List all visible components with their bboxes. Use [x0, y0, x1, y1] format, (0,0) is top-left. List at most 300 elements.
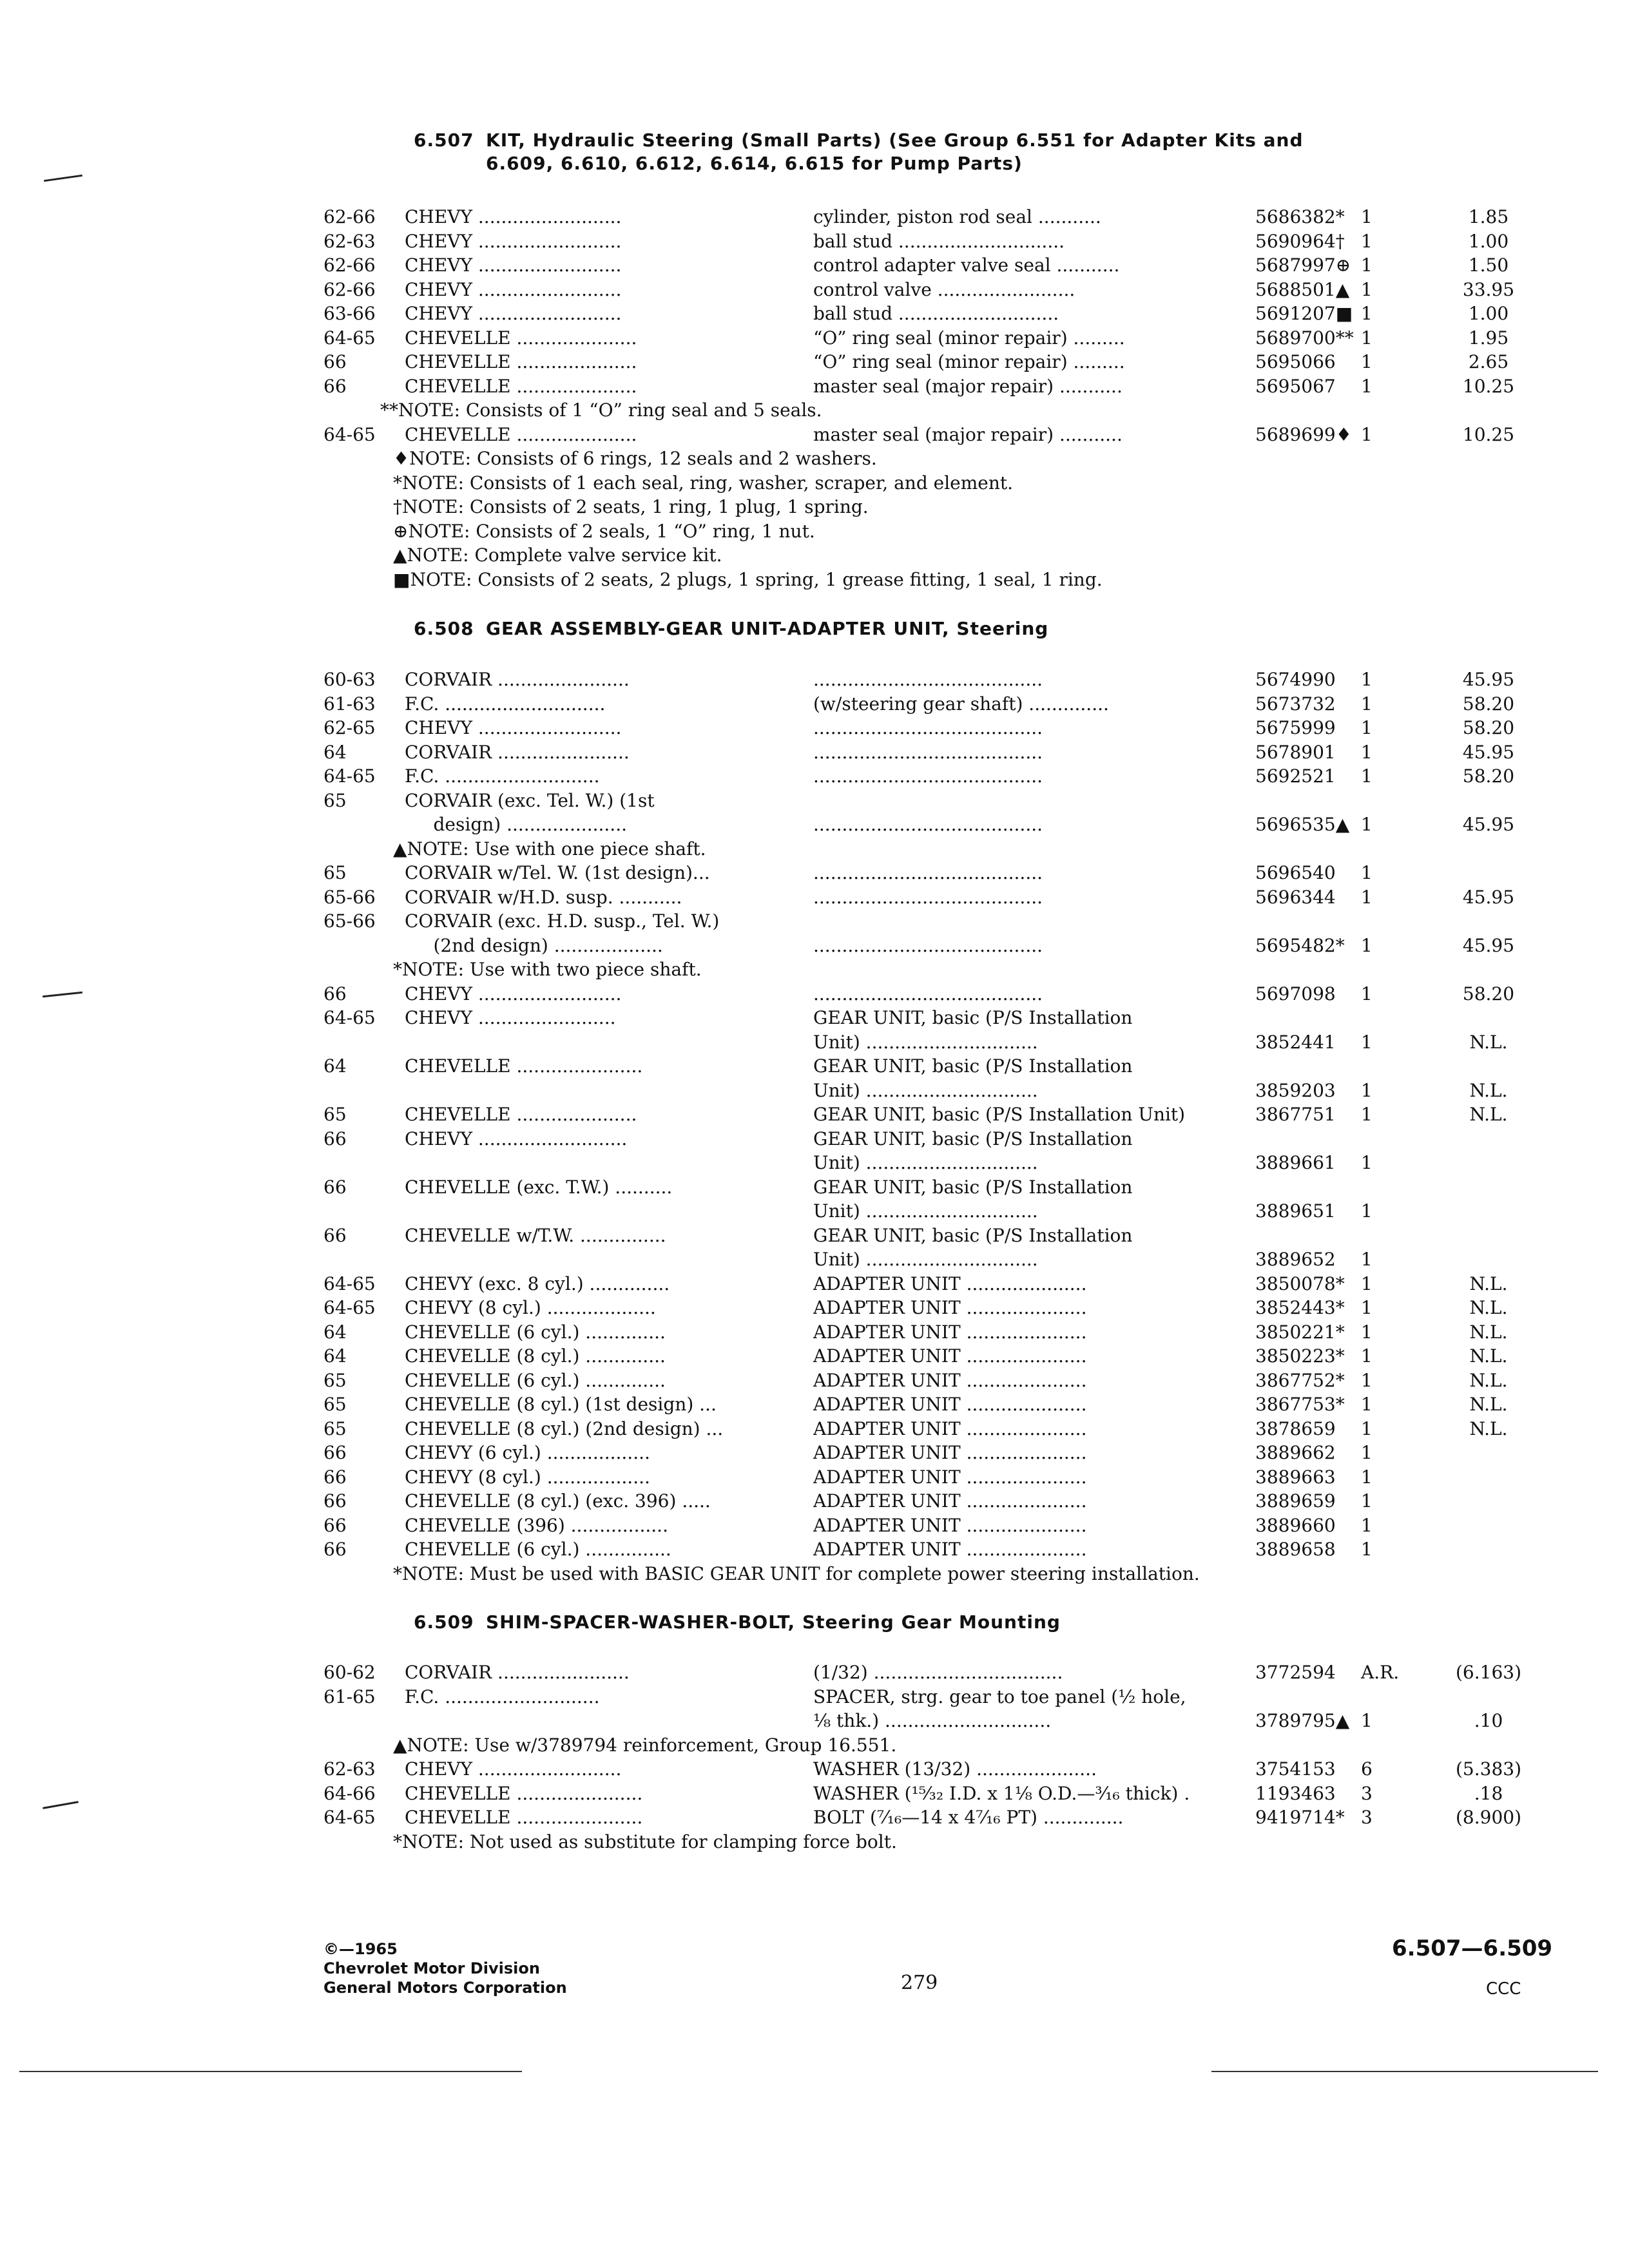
- publisher-block: [323, 1939, 567, 1997]
- application: CORVAIR .......................: [405, 1662, 630, 1683]
- part-description: ........................................: [813, 814, 1043, 835]
- list-price: N.L.: [1469, 1418, 1508, 1439]
- application: CHEVELLE (396) .................: [405, 1514, 668, 1536]
- quantity: 1: [1361, 1466, 1373, 1488]
- quantity: 1: [1361, 1710, 1373, 1731]
- application: CORVAIR (exc. H.D. susp., Tel. W.) (2nd design) ...................: [405, 910, 720, 956]
- model-years: 66: [323, 1176, 347, 1198]
- list-price: 1.00: [1468, 303, 1509, 324]
- part-description: master seal (major repair) ...........: [813, 423, 1123, 445]
- model-years: 64-65: [323, 423, 376, 445]
- part-number: 3889658: [1255, 1539, 1336, 1560]
- part-description: ........................................: [813, 886, 1043, 908]
- model-years: 62-65: [323, 717, 376, 738]
- part-number: 3859203: [1255, 1079, 1336, 1101]
- part-description: BOLT (⁷⁄₁₆—14 x 4⁷⁄₁₆ PT) ..............: [813, 1807, 1124, 1828]
- application: CHEVY .........................: [405, 230, 622, 252]
- model-years: 66: [323, 1442, 347, 1463]
- quantity: 1: [1361, 1321, 1373, 1343]
- part-row: [0, 1392, 1629, 1417]
- model-years: 65: [323, 1418, 347, 1439]
- quantity: 1: [1361, 1104, 1373, 1125]
- part-row: [0, 1685, 1629, 1733]
- quantity: 1: [1361, 669, 1373, 690]
- part-row: [0, 253, 1629, 278]
- quantity: 1: [1361, 303, 1373, 324]
- footnote: *NOTE: Not used as substitute for clamping force bolt.: [393, 1831, 897, 1852]
- application: CHEVELLE ......................: [405, 1782, 643, 1804]
- part-row: [0, 1127, 1629, 1175]
- part-description: control valve ........................: [813, 278, 1075, 300]
- list-price: .18: [1474, 1782, 1503, 1804]
- part-description: ADAPTER UNIT .....................: [813, 1345, 1087, 1367]
- list-price: 1.50: [1468, 255, 1509, 276]
- part-number: 5690964†: [1255, 230, 1345, 252]
- list-price: 1.85: [1468, 206, 1509, 227]
- model-years: 66: [323, 1128, 347, 1149]
- quantity: 1: [1361, 1442, 1373, 1463]
- part-description: WASHER (13/32) .....................: [813, 1758, 1097, 1780]
- list-price: 45.95: [1462, 934, 1515, 956]
- application: CHEVELLE (6 cyl.) ..............: [405, 1369, 666, 1391]
- model-years: 66: [323, 1224, 347, 1246]
- application: CHEVELLE w/T.W. ...............: [405, 1224, 666, 1246]
- section-number: 6.508: [414, 618, 474, 639]
- section-heading: SHIM-SPACER-WASHER-BOLT, Steering Gear Mounting: [486, 1611, 1061, 1633]
- quantity: 1: [1361, 206, 1373, 227]
- part-description: “O” ring seal (minor repair) .........: [813, 351, 1125, 372]
- part-row: [0, 1465, 1629, 1490]
- quantity: 1: [1361, 1152, 1373, 1173]
- quantity: 1: [1361, 1345, 1373, 1367]
- quantity: 1: [1361, 278, 1373, 300]
- quantity: 1: [1361, 814, 1373, 835]
- part-description: ADAPTER UNIT .....................: [813, 1466, 1087, 1488]
- list-price: 58.20: [1462, 717, 1515, 738]
- part-row: [0, 1054, 1629, 1102]
- part-description: GEAR UNIT, basic (P/S Installation Unit) ..............................: [813, 1007, 1133, 1053]
- quantity: 1: [1361, 1490, 1373, 1512]
- model-years: 64-65: [323, 327, 376, 349]
- part-row: [0, 982, 1629, 1006]
- part-number: 5695482*: [1255, 934, 1345, 956]
- part-row: [0, 205, 1629, 229]
- application: F.C. ...........................: [405, 1686, 600, 1707]
- part-number: 3867751: [1255, 1104, 1336, 1125]
- application: CHEVELLE (8 cyl.) (1st design) ...: [405, 1394, 717, 1415]
- application: CHEVY (6 cyl.) ..................: [405, 1442, 650, 1463]
- part-description: ball stud .............................: [813, 230, 1065, 252]
- section-number: 6.509: [414, 1611, 474, 1633]
- application: CHEVELLE (6 cyl.) ..............: [405, 1321, 666, 1343]
- list-price: N.L.: [1469, 1079, 1508, 1101]
- part-description: “O” ring seal (minor repair) .........: [813, 327, 1125, 349]
- quantity: 1: [1361, 934, 1373, 956]
- model-years: 64: [323, 741, 347, 763]
- part-number: 5688501▲: [1255, 278, 1350, 300]
- part-row: [0, 1102, 1629, 1127]
- quantity: 1: [1361, 886, 1373, 908]
- list-price: 10.25: [1462, 375, 1515, 397]
- part-number: 5674990: [1255, 669, 1336, 690]
- part-row: [0, 1272, 1629, 1296]
- part-number: 5697098: [1255, 983, 1336, 1004]
- quantity: 1: [1361, 255, 1373, 276]
- part-number: 3852441: [1255, 1031, 1336, 1053]
- list-price: N.L.: [1469, 1297, 1508, 1318]
- model-years: 64-65: [323, 1007, 376, 1028]
- application: CHEVELLE ......................: [405, 1055, 643, 1077]
- part-description: ........................................: [813, 669, 1043, 690]
- part-description: WASHER (¹⁵⁄₃₂ I.D. x 1⅛ O.D.—³⁄₁₆ thick) .: [813, 1782, 1190, 1804]
- part-row: [0, 1296, 1629, 1320]
- model-years: 60-63: [323, 669, 376, 690]
- model-years: 62-66: [323, 278, 376, 300]
- part-row: [0, 350, 1629, 374]
- application: CHEVY .........................: [405, 717, 622, 738]
- corporation-name: General Motors Corporation: [323, 1979, 567, 1997]
- quantity: 1: [1361, 423, 1373, 445]
- part-description: ........................................: [813, 765, 1043, 787]
- part-number: 3772594: [1255, 1662, 1336, 1683]
- page-number: 279: [901, 1972, 938, 1994]
- model-years: 66: [323, 1490, 347, 1512]
- application: CHEVELLE .....................: [405, 375, 637, 397]
- application: CHEVY .........................: [405, 255, 622, 276]
- margin-mark: [44, 175, 82, 182]
- application: F.C. ............................: [405, 693, 606, 715]
- division-name: Chevrolet Motor Division: [323, 1959, 540, 1977]
- application: CORVAIR w/Tel. W. (1st design)...: [405, 862, 710, 883]
- list-price: N.L.: [1469, 1394, 1508, 1415]
- application: CHEVY (8 cyl.) ...................: [405, 1297, 656, 1318]
- part-description: ADAPTER UNIT .....................: [813, 1369, 1087, 1391]
- list-price: 58.20: [1462, 765, 1515, 787]
- part-number: 1193463: [1255, 1782, 1336, 1804]
- quantity: 1: [1361, 1514, 1373, 1536]
- application: CHEVELLE .....................: [405, 351, 637, 372]
- footnote: *NOTE: Use with two piece shaft.: [393, 959, 702, 980]
- model-years: 63-66: [323, 303, 376, 324]
- model-years: 66: [323, 1466, 347, 1488]
- list-price: N.L.: [1469, 1273, 1508, 1294]
- part-number: 3867752*: [1255, 1369, 1345, 1391]
- application: CHEVY (exc. 8 cyl.) ..............: [405, 1273, 670, 1294]
- model-years: 61-63: [323, 693, 376, 715]
- footnote: ♦NOTE: Consists of 6 rings, 12 seals and 2 washers.: [393, 448, 877, 469]
- part-number: 3889663: [1255, 1466, 1336, 1488]
- part-description: ADAPTER UNIT .....................: [813, 1297, 1087, 1318]
- list-price: .10: [1474, 1710, 1503, 1731]
- footnote: ▲NOTE: Use with one piece shaft.: [393, 838, 706, 860]
- quantity: 1: [1361, 1200, 1373, 1222]
- quantity: 1: [1361, 741, 1373, 763]
- list-price: (5.383): [1455, 1758, 1521, 1780]
- part-row: [0, 374, 1629, 399]
- part-description: master seal (major repair) ...........: [813, 375, 1123, 397]
- part-row: [0, 1660, 1629, 1685]
- section-number: 6.507: [414, 130, 474, 151]
- quantity: 1: [1361, 983, 1373, 1004]
- footnote: **NOTE: Consists of 1 “O” ring seal and 5 seals.: [380, 399, 822, 421]
- application: CHEVY .........................: [405, 278, 622, 300]
- part-number: 3889661: [1255, 1152, 1336, 1173]
- quantity: 1: [1361, 1539, 1373, 1560]
- part-row: [0, 229, 1629, 254]
- part-description: ........................................: [813, 934, 1043, 956]
- application: F.C. ...........................: [405, 765, 600, 787]
- list-price: 45.95: [1462, 669, 1515, 690]
- part-row: [0, 1224, 1629, 1272]
- group-range: 6.507—6.509: [1392, 1936, 1553, 1961]
- part-number: 9419714*: [1255, 1807, 1345, 1828]
- section-6508-list: [0, 668, 1629, 1586]
- part-row: [0, 692, 1629, 716]
- model-years: 66: [323, 1514, 347, 1536]
- part-description: ADAPTER UNIT .....................: [813, 1490, 1087, 1512]
- part-row: [0, 1489, 1629, 1514]
- part-row: [0, 1757, 1629, 1782]
- part-row: [0, 1441, 1629, 1465]
- part-description: GEAR UNIT, basic (P/S Installation Unit) ..............................: [813, 1055, 1133, 1101]
- quantity: 1: [1361, 862, 1373, 883]
- quantity: 1: [1361, 1418, 1373, 1439]
- list-price: N.L.: [1469, 1031, 1508, 1053]
- part-number: 5673732: [1255, 693, 1336, 715]
- part-row: [0, 668, 1629, 692]
- model-years: 65: [323, 1104, 347, 1125]
- footnote: †NOTE: Consists of 2 seats, 1 ring, 1 plug, 1 spring.: [393, 496, 869, 517]
- quantity: 1: [1361, 351, 1373, 372]
- model-years: 64: [323, 1345, 347, 1367]
- application: CHEVELLE .....................: [405, 423, 637, 445]
- part-description: control adapter valve seal ...........: [813, 255, 1120, 276]
- part-number: 3850223*: [1255, 1345, 1345, 1367]
- part-number: 3889662: [1255, 1442, 1336, 1463]
- part-row: [0, 764, 1629, 789]
- part-number: 5675999: [1255, 717, 1336, 738]
- part-row: [0, 1805, 1629, 1830]
- application: CHEVELLE (8 cyl.) (2nd design) ...: [405, 1418, 724, 1439]
- model-years: 65-66: [323, 910, 376, 932]
- application: CHEVELLE (8 cyl.) ..............: [405, 1345, 666, 1367]
- quantity: 1: [1361, 327, 1373, 349]
- part-description: ADAPTER UNIT .....................: [813, 1442, 1087, 1463]
- part-description: (1/32) .................................: [813, 1662, 1063, 1683]
- part-description: ADAPTER UNIT .....................: [813, 1418, 1087, 1439]
- part-row: [0, 278, 1629, 302]
- part-number: 5691207■: [1255, 303, 1353, 324]
- part-row: [0, 326, 1629, 351]
- list-price: (8.900): [1455, 1807, 1521, 1828]
- part-row: [0, 1417, 1629, 1441]
- quantity: 1: [1361, 1394, 1373, 1415]
- part-number: 5689700**: [1255, 327, 1354, 349]
- application: CORVAIR .......................: [405, 741, 630, 763]
- part-description: ADAPTER UNIT .....................: [813, 1273, 1087, 1294]
- model-years: 66: [323, 351, 347, 372]
- footnote: *NOTE: Consists of 1 each seal, ring, washer, scraper, and element.: [393, 472, 1014, 494]
- part-row: [0, 861, 1629, 885]
- part-description: GEAR UNIT, basic (P/S Installation Unit) ..............................: [813, 1224, 1133, 1270]
- quantity: 6: [1361, 1758, 1373, 1780]
- model-years: 62-63: [323, 230, 376, 252]
- part-row: [0, 1369, 1629, 1393]
- footnote: ⊕NOTE: Consists of 2 seals, 1 “O” ring, 1 nut.: [393, 520, 815, 542]
- model-years: 65: [323, 1369, 347, 1391]
- part-description: GEAR UNIT, basic (P/S Installation Unit): [813, 1104, 1186, 1125]
- part-number: 5695066: [1255, 351, 1336, 372]
- quantity: 1: [1361, 717, 1373, 738]
- model-years: 65-66: [323, 886, 376, 908]
- application: CHEVY ........................: [405, 1007, 616, 1028]
- part-number: 3754153: [1255, 1758, 1336, 1780]
- footnote: *NOTE: Must be used with BASIC GEAR UNIT for complete power steering installation.: [393, 1562, 1200, 1584]
- model-years: 66: [323, 375, 347, 397]
- part-description: ADAPTER UNIT .....................: [813, 1539, 1087, 1560]
- part-description: ........................................: [813, 741, 1043, 763]
- application: CORVAIR (exc. Tel. W.) (1st design) .....................: [405, 789, 655, 835]
- part-row: [0, 1344, 1629, 1369]
- application: CHEVY .........................: [405, 206, 622, 227]
- part-number: 5678901: [1255, 741, 1336, 763]
- application: CORVAIR w/H.D. susp. ...........: [405, 886, 682, 908]
- list-price: 58.20: [1462, 693, 1515, 715]
- part-number: 3889652: [1255, 1249, 1336, 1270]
- list-price: 10.25: [1462, 423, 1515, 445]
- list-price: 45.95: [1462, 741, 1515, 763]
- model-years: 61-65: [323, 1686, 376, 1707]
- quantity: 1: [1361, 375, 1373, 397]
- quantity: 3: [1361, 1782, 1373, 1804]
- part-number: 5695067: [1255, 375, 1336, 397]
- list-price: 58.20: [1462, 983, 1515, 1004]
- part-number: 3867753*: [1255, 1394, 1345, 1415]
- part-number: 5696344: [1255, 886, 1336, 908]
- part-description: SPACER, strg. gear to toe panel (½ hole, ⅛ thk.) .............................: [813, 1686, 1186, 1731]
- part-number: 3850221*: [1255, 1321, 1345, 1343]
- list-price: 45.95: [1462, 814, 1515, 835]
- model-years: 66: [323, 983, 347, 1004]
- part-row: [0, 1782, 1629, 1806]
- application: CHEVELLE ......................: [405, 1807, 643, 1828]
- bottom-rule: [19, 2071, 522, 2072]
- quantity: 1: [1361, 765, 1373, 787]
- model-years: 62-66: [323, 206, 376, 227]
- part-description: GEAR UNIT, basic (P/S Installation Unit) ..............................: [813, 1128, 1133, 1173]
- application: CHEVY .........................: [405, 303, 622, 324]
- part-description: ........................................: [813, 862, 1043, 883]
- section-heading: KIT, Hydraulic Steering (Small Parts) (See Group 6.551 for Adapter Kits and 6.609, 6.610, 6.612, 6.614, 6.615 for Pump Parts): [486, 130, 1304, 174]
- section-heading: GEAR ASSEMBLY-GEAR UNIT-ADAPTER UNIT, Steering: [486, 618, 1049, 639]
- part-row: [0, 789, 1629, 837]
- application: CORVAIR .......................: [405, 669, 630, 690]
- part-number: 3889651: [1255, 1200, 1336, 1222]
- model-years: 64-65: [323, 1297, 376, 1318]
- quantity: 3: [1361, 1807, 1373, 1828]
- list-price: 1.00: [1468, 230, 1509, 252]
- quantity: 1: [1361, 1297, 1373, 1318]
- model-years: 60-62: [323, 1662, 376, 1683]
- part-description: cylinder, piston rod seal ...........: [813, 206, 1101, 227]
- part-number: 3889659: [1255, 1490, 1336, 1512]
- part-row: [0, 1320, 1629, 1345]
- part-number: 3789795▲: [1255, 1710, 1350, 1731]
- section-title-6508: [414, 617, 1343, 640]
- bottom-rule: [1211, 2071, 1598, 2072]
- part-number: 5696540: [1255, 862, 1336, 883]
- part-row: [0, 716, 1629, 740]
- part-description: ADAPTER UNIT .....................: [813, 1514, 1087, 1536]
- model-years: 64-65: [323, 1273, 376, 1294]
- part-row: [0, 740, 1629, 765]
- quantity: 1: [1361, 230, 1373, 252]
- model-years: 62-66: [323, 255, 376, 276]
- section-6509-list: [0, 1660, 1629, 1854]
- part-row: [0, 1514, 1629, 1538]
- part-row: [0, 1006, 1629, 1054]
- section-title-6507: [414, 129, 1343, 175]
- part-row: [0, 1175, 1629, 1224]
- model-years: 65: [323, 1394, 347, 1415]
- model-years: 65: [323, 789, 347, 811]
- quantity: A.R.: [1361, 1662, 1400, 1683]
- quantity: 1: [1361, 1249, 1373, 1270]
- model-years: 64: [323, 1055, 347, 1077]
- part-number: 5696535▲: [1255, 814, 1350, 835]
- part-number: 3878659: [1255, 1418, 1336, 1439]
- application: CHEVELLE (8 cyl.) (exc. 396) .....: [405, 1490, 711, 1512]
- part-description: (w/steering gear shaft) ..............: [813, 693, 1109, 715]
- part-description: ........................................: [813, 717, 1043, 738]
- model-years: 62-63: [323, 1758, 376, 1780]
- list-price: 45.95: [1462, 886, 1515, 908]
- list-price: 2.65: [1468, 351, 1509, 372]
- part-number: 5689699♦: [1255, 423, 1352, 445]
- footnote: ■NOTE: Consists of 2 seats, 2 plugs, 1 spring, 1 grease fitting, 1 seal, 1 ring.: [393, 568, 1103, 590]
- model-years: 65: [323, 862, 347, 883]
- model-years: 64-65: [323, 765, 376, 787]
- part-row: [0, 423, 1629, 447]
- model-years: 64: [323, 1321, 347, 1343]
- part-number: 3852443*: [1255, 1297, 1345, 1318]
- part-number: 3889660: [1255, 1514, 1336, 1536]
- part-description: GEAR UNIT, basic (P/S Installation Unit) ..............................: [813, 1176, 1133, 1222]
- part-row: [0, 1537, 1629, 1562]
- catalog-code: CCC: [1486, 1979, 1521, 1999]
- part-number: 5687997⊕: [1255, 255, 1351, 276]
- part-row: [0, 302, 1629, 326]
- part-description: ADAPTER UNIT .....................: [813, 1321, 1087, 1343]
- part-description: ADAPTER UNIT .....................: [813, 1394, 1087, 1415]
- part-row: [0, 885, 1629, 910]
- copyright: ©—1965: [323, 1940, 398, 1958]
- part-number: 5686382*: [1255, 206, 1345, 227]
- section-title-6509: [414, 1611, 1343, 1634]
- list-price: N.L.: [1469, 1321, 1508, 1343]
- application: CHEVELLE .....................: [405, 327, 637, 349]
- list-price: (6.163): [1455, 1662, 1521, 1683]
- model-years: 66: [323, 1539, 347, 1560]
- quantity: 1: [1361, 693, 1373, 715]
- footnote: ▲NOTE: Complete valve service kit.: [393, 544, 722, 566]
- application: CHEVY ..........................: [405, 1128, 628, 1149]
- application: CHEVY .........................: [405, 983, 622, 1004]
- list-price: N.L.: [1469, 1345, 1508, 1367]
- part-number: 3850078*: [1255, 1273, 1345, 1294]
- list-price: 1.95: [1468, 327, 1509, 349]
- application: CHEVELLE (exc. T.W.) ..........: [405, 1176, 673, 1198]
